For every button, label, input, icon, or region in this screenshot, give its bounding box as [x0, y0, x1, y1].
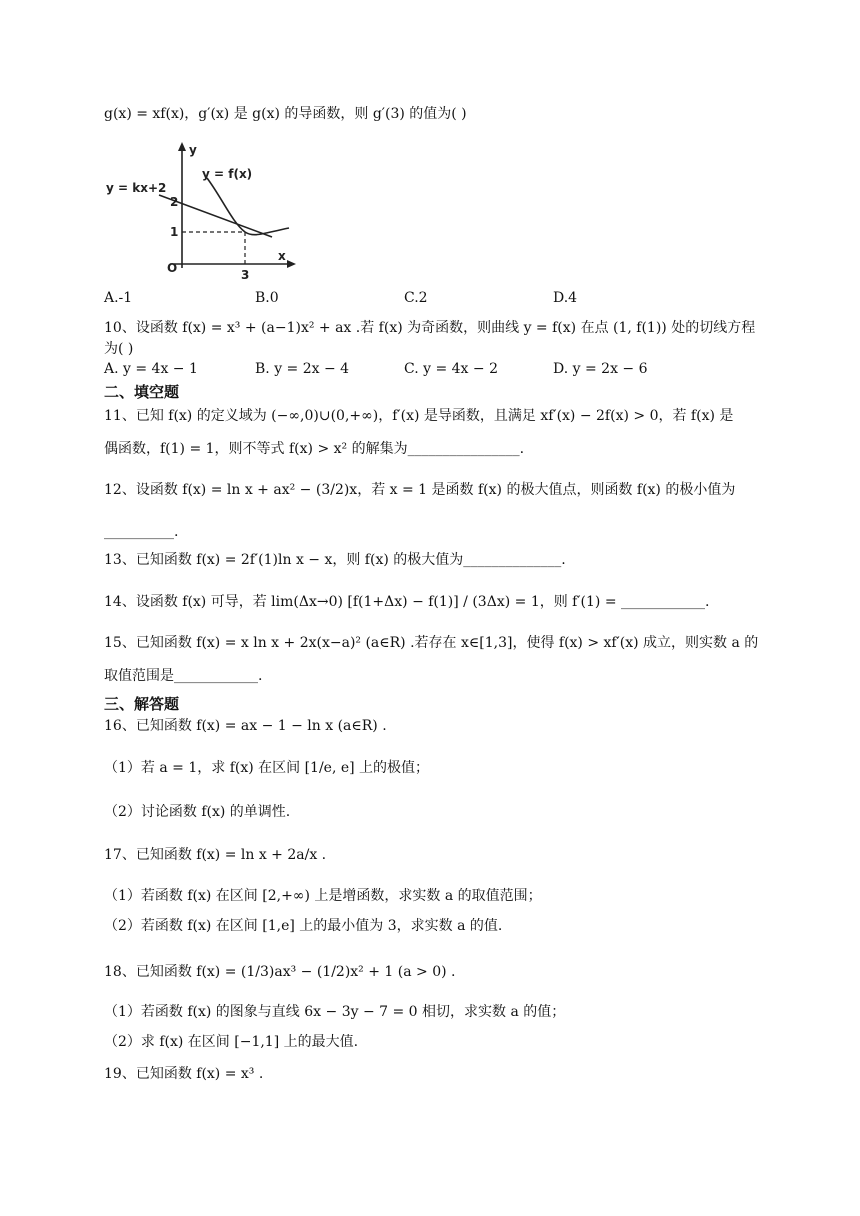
section-3-title: 三、解答题 — [104, 695, 180, 713]
function-graph-figure — [104, 140, 300, 280]
x-axis-arrow — [287, 260, 296, 268]
q18-part2: （2）求 f(x) 在区间 [−1,1] 上的最大值. — [104, 1034, 359, 1050]
q9-option-d: D.4 — [553, 290, 578, 306]
q18-part1: （1）若函数 f(x) 的图象与直线 6x − 3y − 7 = 0 相切，求实数 a 的值； — [104, 1004, 566, 1020]
q10-option-b: B. y = 2x − 4 — [255, 361, 350, 377]
q12-line2: __________. — [104, 524, 179, 540]
curve-f — [207, 178, 289, 235]
tick-3-label: 3 — [241, 268, 250, 280]
q9-option-c: C.2 — [404, 290, 428, 306]
x-axis-label: x — [278, 249, 286, 263]
q10-option-d: D. y = 2x − 6 — [553, 361, 648, 377]
q11-line2: 偶函数，f(1) = 1，则不等式 f(x) > x² 的解集为________________. — [104, 441, 525, 457]
y-axis-label: y — [189, 143, 197, 157]
tick-1-label: 1 — [170, 225, 179, 239]
q15-line2: 取值范围是____________. — [104, 668, 263, 684]
q19-stem: 19、已知函数 f(x) = x³ . — [104, 1066, 264, 1082]
graph-svg — [104, 140, 300, 280]
q17-part2: （2）若函数 f(x) 在区间 [1,e] 上的最小值为 3，求实数 a 的值. — [104, 918, 503, 934]
q17-part1: （1）若函数 f(x) 在区间 [2,+∞) 上是增函数，求实数 a 的取值范围； — [104, 888, 542, 904]
q17-stem: 17、已知函数 f(x) = ln x + 2a/x . — [104, 847, 327, 863]
question-9-stem: g(x) = xf(x)，g′(x) 是 g(x) 的导函数，则 g′(3) 的值为( ) — [104, 106, 467, 122]
q15-line1: 15、已知函数 f(x) = x ln x + 2x(x−a)² (a∈R) .若存在 x∈[1,3]，使得 f(x) > xf′(x) 成立，则实数 a 的 — [104, 635, 759, 651]
q14: 14、设函数 f(x) 可导，若 lim(Δx→0) [f(1+Δx) − f(1)] / (3Δx) = 1，则 f′(1) = ____________. — [104, 594, 710, 610]
q16-part2: （2）讨论函数 f(x) 的单调性. — [104, 804, 291, 820]
section-2-title: 二、填空题 — [104, 383, 180, 401]
q12-line1: 12、设函数 f(x) = ln x + ax² − (3/2)x，若 x = 1 是函数 f(x) 的极大值点，则函数 f(x) 的极小值为 — [104, 482, 736, 498]
q9-option-b: B.0 — [255, 290, 279, 306]
q16-part1: （1）若 a = 1，求 f(x) 在区间 [1/e, e] 上的极值； — [104, 760, 430, 776]
q9-option-a: A.-1 — [104, 290, 133, 306]
q11-line1: 11、已知 f(x) 的定义域为 (−∞,0)∪(0,+∞)，f′(x) 是导函数，且满足 xf′(x) − 2f(x) > 0，若 f(x) 是 — [104, 408, 734, 424]
q10-option-a: A. y = 4x − 1 — [104, 361, 198, 377]
y-axis-arrow — [178, 142, 186, 151]
origin-label: O — [167, 261, 178, 275]
q16-stem: 16、已知函数 f(x) = ax − 1 − ln x (a∈R) . — [104, 718, 387, 734]
q10-line2: 为( ) — [104, 341, 134, 357]
q13: 13、已知函数 f(x) = 2f′(1)ln x − x，则 f(x) 的极大值为______________. — [104, 552, 566, 568]
q10-line1: 10、设函数 f(x) = x³ + (a−1)x² + ax .若 f(x) 为奇函数，则曲线 y = f(x) 在点 (1, f(1)) 处的切线方程 — [104, 320, 756, 336]
q10-option-c: C. y = 4x − 2 — [404, 361, 498, 377]
line-label: y = kx+2 — [106, 181, 167, 195]
tick-2-label: 2 — [170, 195, 179, 209]
q18-stem: 18、已知函数 f(x) = (1/3)ax³ − (1/2)x² + 1 (a > 0) . — [104, 964, 456, 980]
curve-label: y = f(x) — [202, 167, 253, 181]
